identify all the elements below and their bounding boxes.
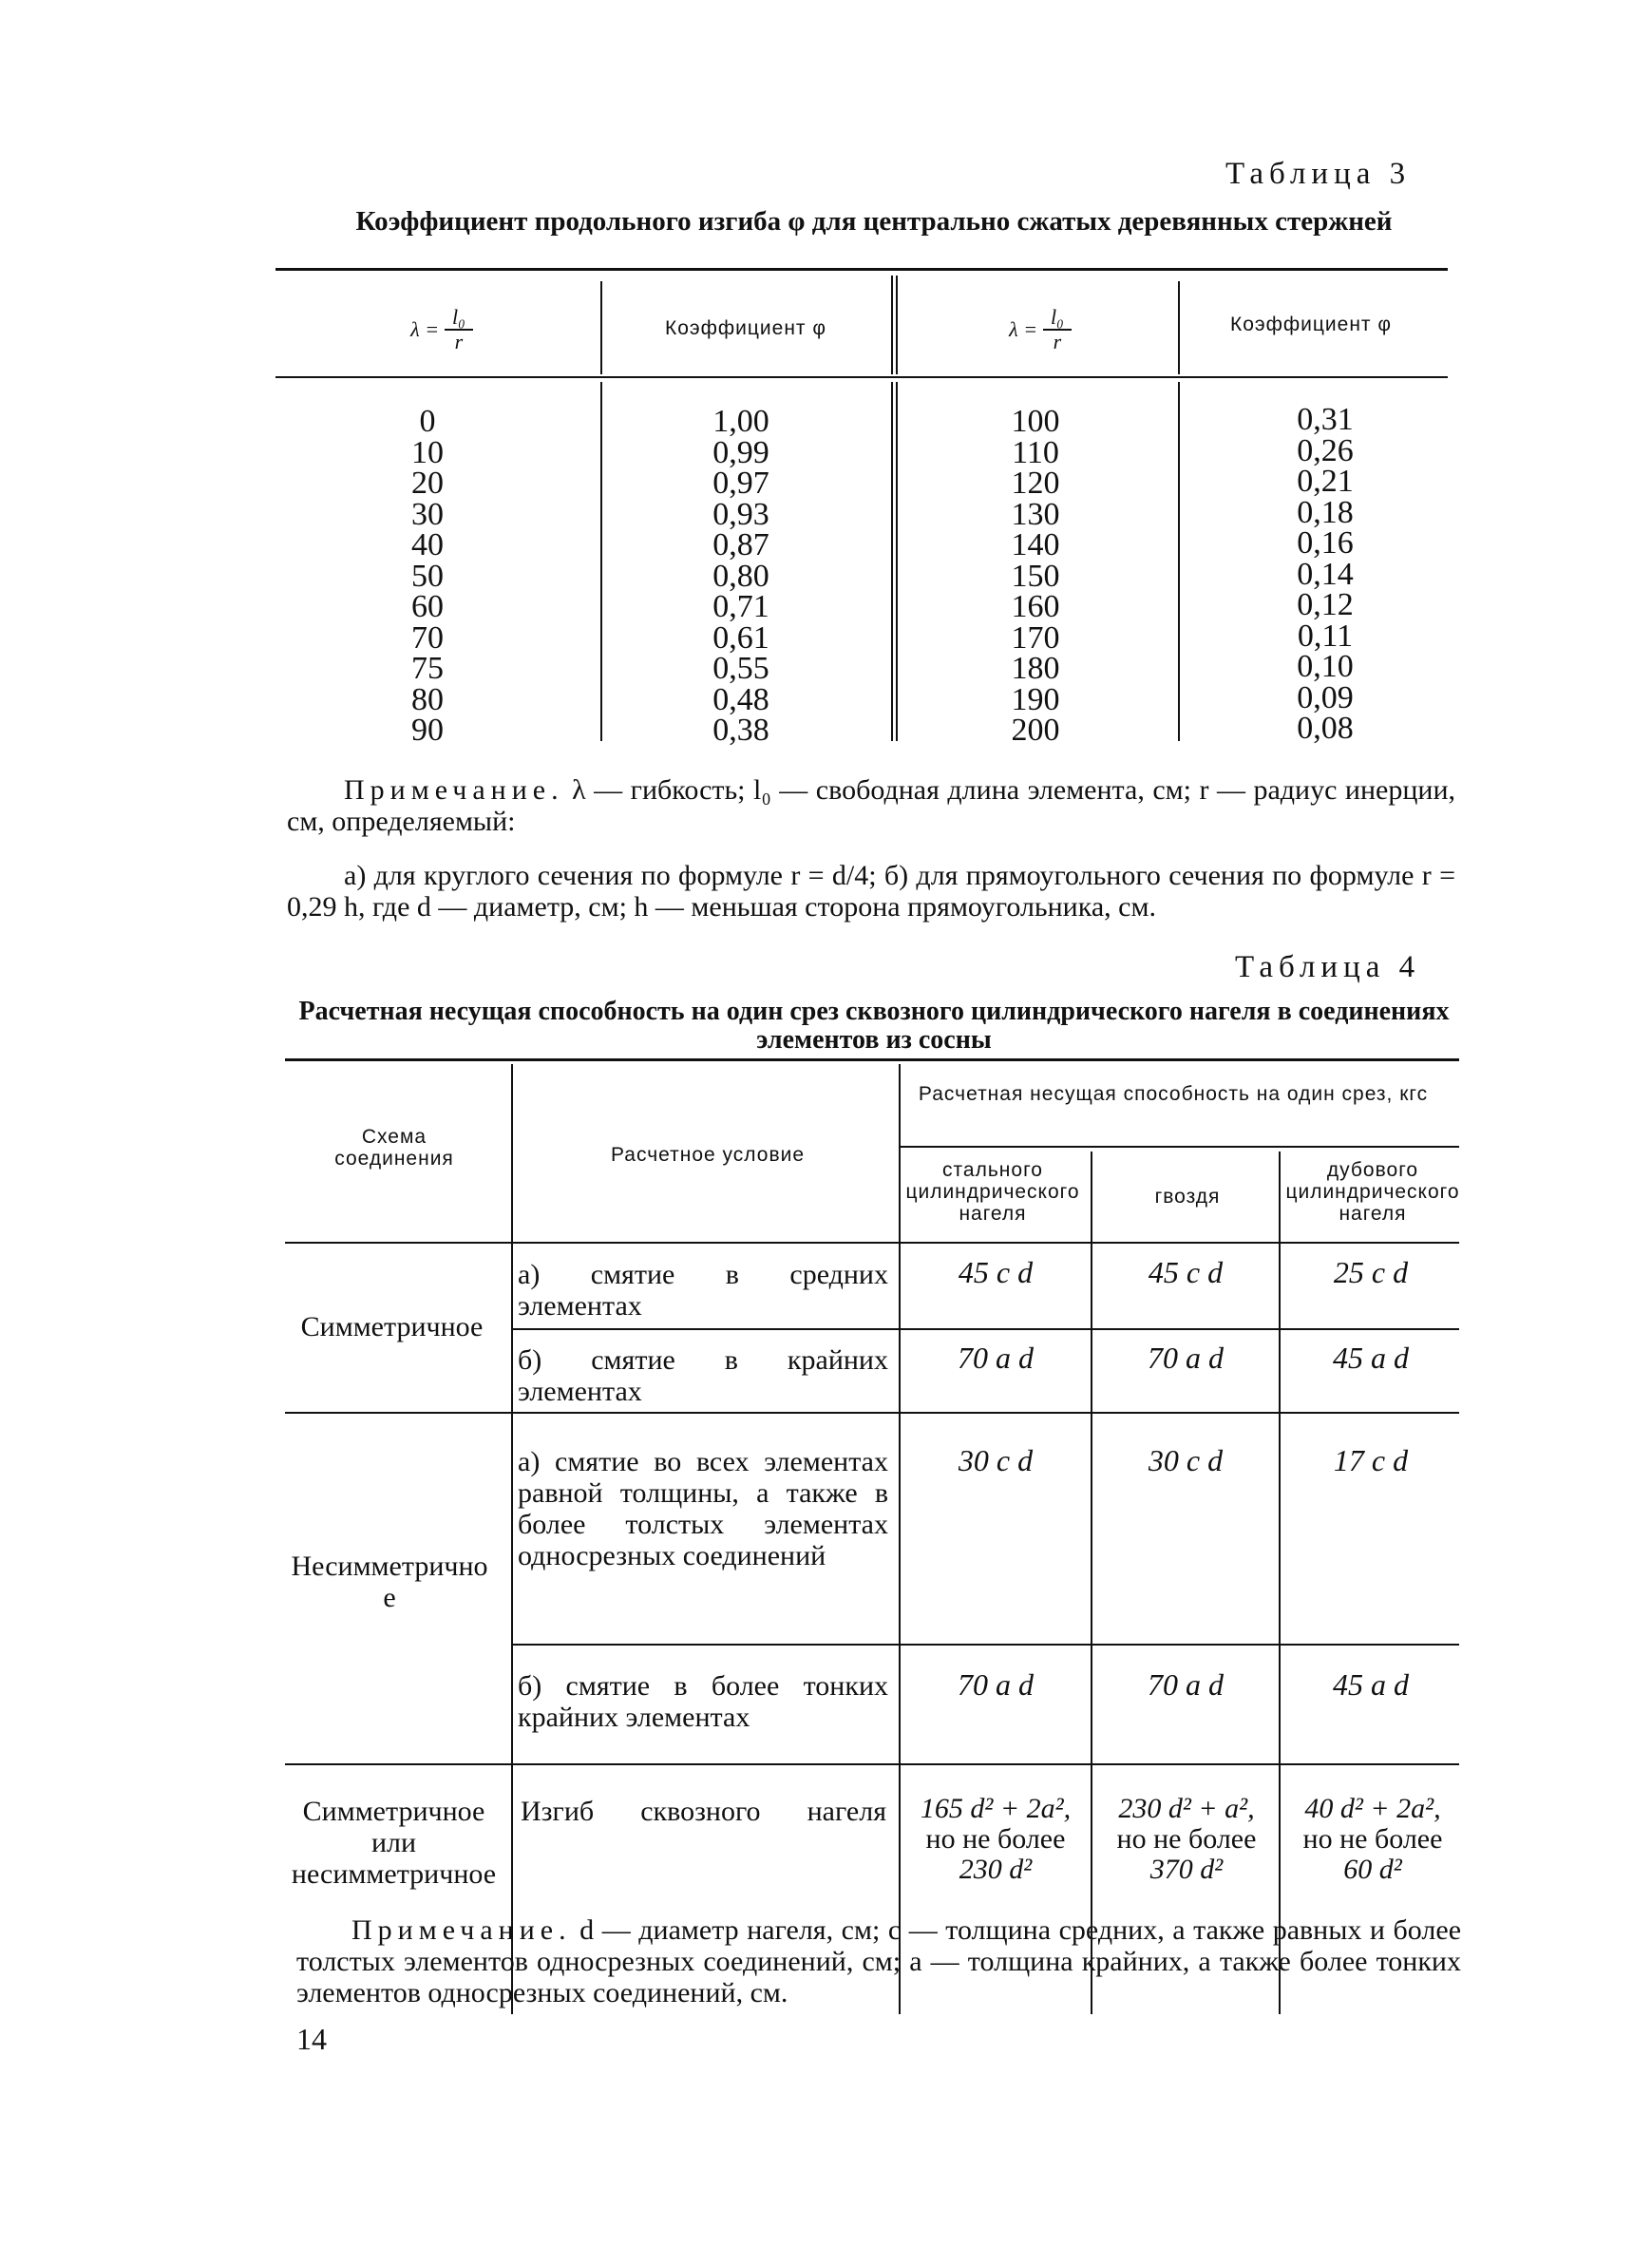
table3-col-phi-right xyxy=(1259,402,1392,746)
table3-top-rule xyxy=(275,268,1448,271)
table4-cell-3-steel-formula: 165 d² + 2a², xyxy=(920,1793,1072,1824)
table3-col-lambda-left xyxy=(361,404,494,748)
table3-vsep-3b xyxy=(1178,382,1180,741)
table-cell: 0,16 xyxy=(1297,525,1354,561)
table-cell: 1,00 xyxy=(712,404,769,439)
table3-vsep-3 xyxy=(1178,281,1180,374)
table4-cell-3-nail-formula: 230 d² + a², xyxy=(1118,1793,1255,1824)
table4-cell-3-steel xyxy=(901,1794,1091,1885)
table-cell: 110 xyxy=(1012,434,1059,470)
table4-top-rule xyxy=(285,1058,1459,1061)
table4-title: Расчетная несущая способность на один срез сквозного цилиндрического нагеля в соединениях элементов из сосны xyxy=(298,997,1450,1055)
table4-cond-1a: а) смятие в средних элементах xyxy=(518,1259,888,1322)
table4-cell-3-oak-limit-text: но не более xyxy=(1302,1823,1443,1855)
table-cell: 0,87 xyxy=(712,527,769,562)
table-cell: 0,97 xyxy=(712,466,769,501)
table-cell: 75 xyxy=(411,651,444,686)
table-cell: 0,71 xyxy=(712,589,769,624)
table-cell: 0,99 xyxy=(712,434,769,470)
table4-rule-row2 xyxy=(285,1763,1459,1765)
table3-col-lambda-right xyxy=(969,404,1102,748)
table-cell: 190 xyxy=(1011,681,1060,717)
table4-cell-3-nail xyxy=(1092,1794,1281,1885)
table-cell: 90 xyxy=(411,713,444,748)
table4-header-steel: стального цилиндрического нагеля xyxy=(905,1159,1080,1225)
table4-cell-1a-steel: 45 c d xyxy=(958,1255,1034,1289)
table4-header-condition: Расчетное условие xyxy=(610,1144,806,1166)
table4-cond-2a: а) смятие во всех элементах равной толщины, а также в более толстых элементах односрезных соединений xyxy=(518,1446,888,1571)
table-cell: 60 xyxy=(411,589,444,624)
table-cell: 100 xyxy=(1011,404,1060,439)
table4-cell-3-oak xyxy=(1282,1794,1463,1885)
table-cell: 0,80 xyxy=(712,558,769,594)
table4-label: Таблица 4 xyxy=(1235,950,1421,984)
table-cell: 0,08 xyxy=(1297,711,1354,746)
table-cell: 0,18 xyxy=(1297,494,1354,530)
table4-cell-3-nail-limit-text: но не более xyxy=(1116,1823,1257,1855)
table4-cell-3-steel-max: 230 d² xyxy=(959,1854,1033,1885)
table-cell: 140 xyxy=(1011,527,1060,562)
table3-note-label: Примечание. xyxy=(344,774,564,806)
table-cell: 0,31 xyxy=(1297,402,1354,437)
table-cell: 0 xyxy=(419,404,436,439)
table4-header-rule xyxy=(285,1242,1459,1244)
table4-header-nail: гвоздя xyxy=(1154,1186,1221,1208)
table3-coef-header-left: Коэффициент φ xyxy=(664,317,827,339)
table4-cell-3-oak-max: 60 d² xyxy=(1343,1854,1402,1885)
table4-cond-1b: б) смятие в крайних элементах xyxy=(518,1344,888,1407)
table4-scheme-asymmetric: Несимметричное xyxy=(291,1551,488,1613)
table-cell: 0,26 xyxy=(1297,432,1354,468)
table4-rule-2ab xyxy=(513,1644,1459,1646)
table3-lambda-header-right: λ = $\frac{\text{l₀}}{r}$ xyxy=(902,287,1178,372)
table4-cell-2a-steel: 30 c d xyxy=(958,1443,1034,1477)
table3-header-rule xyxy=(275,376,1448,378)
page-number: 14 xyxy=(296,2022,327,2056)
table-cell: 30 xyxy=(411,496,444,532)
table-cell: 200 xyxy=(1011,713,1060,748)
table4-header-scheme: Схема соединения xyxy=(334,1126,454,1170)
table-cell: 70 xyxy=(411,619,444,656)
table4-header-oak: дубового цилиндрического нагеля xyxy=(1285,1159,1460,1225)
table-cell: 0,93 xyxy=(712,496,769,532)
table3-vsep-2 xyxy=(891,276,898,374)
table3-vsep-2b xyxy=(891,382,898,741)
table4-header-subrule xyxy=(901,1146,1459,1148)
table-cell: 160 xyxy=(1011,589,1060,624)
table-cell: 40 xyxy=(411,527,444,562)
table3-note-formulas: а) для круглого сечения по формуле r = d/4; б) для прямоугольного сечения по формуле r = 0,29 h, где d — диаметр, см; h — меньшая сторона прямоугольника, см. xyxy=(287,860,1455,923)
table4-scheme-symmetric: Симметричное xyxy=(300,1311,484,1342)
table-cell: 0,61 xyxy=(712,619,769,656)
table4-cell-1a-oak: 25 c d xyxy=(1333,1255,1409,1289)
table3-lambda-header-left: λ = $\frac{\text{l₀}}{r}$ xyxy=(285,287,598,372)
table4-scheme-both: Симметричное или несимметричное xyxy=(291,1796,497,1890)
table4-header-capacity: Расчетная несущая способность на один срез, кгс xyxy=(918,1083,1429,1105)
table4-cell-1b-steel: 70 a d xyxy=(958,1341,1034,1375)
table4-cell-3-nail-max: 370 d² xyxy=(1149,1854,1224,1885)
table3-note xyxy=(287,774,1455,837)
table4-cell-1b-nail: 70 a d xyxy=(1148,1341,1224,1375)
table-cell: 0,14 xyxy=(1297,556,1354,592)
table-cell: 0,48 xyxy=(712,681,769,717)
table4-vsep-scheme xyxy=(511,1064,513,2014)
table3-vsep-1b xyxy=(600,382,602,741)
table-cell: 0,09 xyxy=(1297,679,1354,715)
table3-note-text: λ — гибкость; l₀ — свободная длина элемента, см; r — радиус инерции, см, определяемый: xyxy=(287,774,1455,837)
table4-rule-row1 xyxy=(285,1412,1459,1414)
table-cell: 80 xyxy=(411,681,444,717)
table-cell: 150 xyxy=(1011,558,1060,594)
table4-note-label: Примечание. xyxy=(351,1914,572,1946)
table4-cell-1a-nail: 45 c d xyxy=(1148,1255,1224,1289)
table-cell: 0,21 xyxy=(1297,464,1354,499)
table-cell: 0,10 xyxy=(1297,649,1354,684)
table4-rule-1ab xyxy=(513,1328,1459,1330)
table-cell: 130 xyxy=(1011,496,1060,532)
table-cell: 10 xyxy=(411,434,444,470)
table-cell: 50 xyxy=(411,558,444,594)
table4-cell-3-steel-limit-text: но не более xyxy=(925,1823,1066,1855)
table-cell: 0,38 xyxy=(712,713,769,748)
table-cell: 20 xyxy=(411,466,444,501)
table-cell: 0,11 xyxy=(1297,618,1354,654)
table4-note xyxy=(296,1914,1461,2008)
table3-coef-header-right: Коэффициент φ xyxy=(1229,314,1393,335)
table4-cond-2b: б) смятие в более тонких крайних элементах xyxy=(518,1670,888,1733)
table4-cell-3-oak-formula: 40 d² + 2a², xyxy=(1304,1793,1441,1824)
table-cell: 180 xyxy=(1011,651,1060,686)
table4-cond-3: Изгиб сквозного нагеля xyxy=(521,1796,886,1827)
table4-cell-2b-oak: 45 a d xyxy=(1333,1667,1409,1702)
table-cell: 0,12 xyxy=(1297,587,1354,622)
table3-vsep-1 xyxy=(600,281,602,374)
table-cell: 170 xyxy=(1011,619,1060,656)
table4-cell-2a-nail: 30 c d xyxy=(1148,1443,1224,1477)
table-cell: 120 xyxy=(1011,466,1060,501)
table3-title: Коэффициент продольного изгиба φ для центрально сжатых деревянных стержней xyxy=(355,206,1393,237)
table-cell: 0,55 xyxy=(712,651,769,686)
table3-label: Таблица 3 xyxy=(1225,157,1412,191)
table4-cell-2b-steel: 70 a d xyxy=(958,1667,1034,1702)
table4-cell-2a-oak: 17 c d xyxy=(1333,1443,1409,1477)
table4-cell-1b-oak: 45 a d xyxy=(1333,1341,1409,1375)
table4-note-text: d — диаметр нагеля, см; c — толщина средних, а также равных и более толстых элементов односрезных соединений, см; a — толщина крайних, а также более тонких элементов односрезных соединений, см. xyxy=(296,1914,1462,2008)
table4-cell-2b-nail: 70 a d xyxy=(1148,1667,1224,1702)
table3-col-phi-left xyxy=(674,404,807,748)
